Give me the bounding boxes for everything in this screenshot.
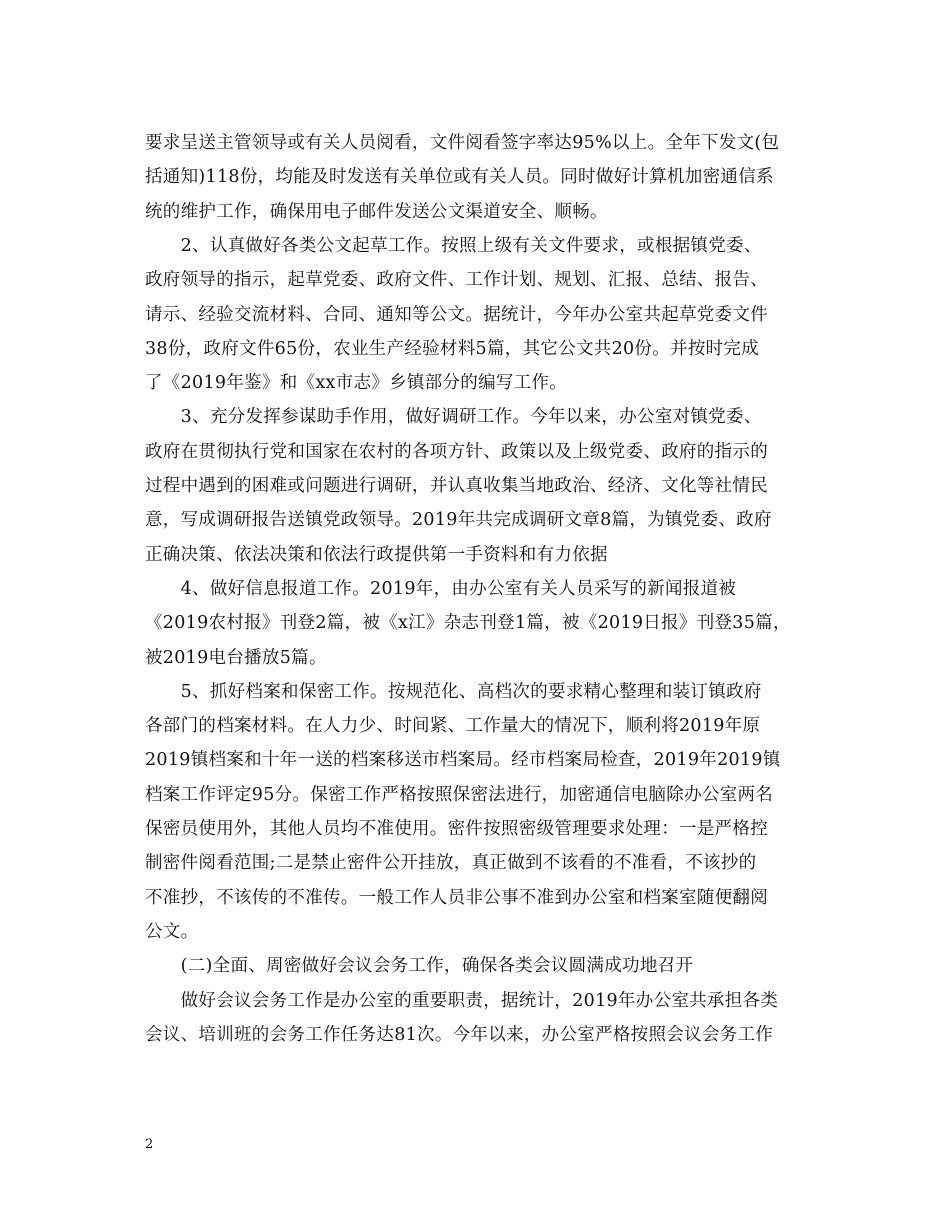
text-line: 2019镇档案和十年一送的档案移送市档案局。经市档案局检查，2019年2019镇 [145, 750, 781, 771]
text-line: 3、充分发挥参谋助手作用，做好调研工作。今年以来，办公室对镇党委、 [145, 407, 762, 428]
text-line: 过程中遇到的困难或问题进行调研，并认真收集当地政治、经济、文化等社情民 [145, 476, 768, 496]
text-line: 被2019电台播放5篇。 [145, 647, 327, 668]
text-line: 请示、经验交流材料、合同、通知等公文。据统计，今年办公室共起草党委文件 [145, 304, 768, 325]
text-line: 政府领导的指示，起草党委、政府文件、工作计划、规划、汇报、总结、报告、 [145, 270, 768, 291]
text-line: 意，写成调研报告送镇党政领导。2019年共完成调研文章8篇，为镇党委、政府 [145, 510, 772, 531]
text-line: 了《2019年鉴》和《xx市志》乡镇部分的编写工作。 [145, 373, 568, 394]
text-line: 4、做好信息报道工作。2019年，由办公室有关人员采写的新闻报道被 [145, 578, 737, 599]
text-line: 2、认真做好各类公文起草工作。按照上级有关文件要求，或根据镇党委、 [145, 235, 762, 256]
text-line: 统的维护工作，确保用电子邮件发送公文渠道安全、顺畅。 [145, 201, 608, 222]
page-number: 2 [145, 1137, 154, 1152]
text-line: 《2019农村报》刊登2篇，被《x江》杂志刊登1篇，被《2019日报》刊登35篇， [145, 613, 791, 634]
text-line: 保密员使用外，其他人员均不准使用。密件按照密级管理要求处理：一是严格控 [145, 819, 768, 839]
text-line: 5、抓好档案和保密工作。按规范化、高档次的要求精心整理和装订镇政府 [145, 681, 762, 702]
text-line: 各部门的档案材料。在人力少、时间紧、工作量大的情况下，顺利将2019年原 [145, 716, 761, 737]
text-line: 公文。 [145, 921, 199, 942]
text-line: 做好会议会务工作是办公室的重要职责，据统计，2019年办公室共承担各类 [145, 990, 779, 1011]
text-line: 制密件阅看范围;二是禁止密件公开挂放，真正做到不该看的不准看，不该抄的 [145, 853, 757, 874]
text-line: 38份，政府文件65份，农业生产经验材料5篇，其它公文共20份。并按时完成 [145, 338, 760, 359]
text-line: (二)全面、周密做好会议会务工作，确保各类会议圆满成功地召开 [145, 956, 694, 977]
text-line: 不准抄，不该传的不准传。一般工作人员非公事不准到办公室和档案室随便翻阅 [145, 887, 768, 908]
text-line: 政府在贯彻执行党和国家在农村的各项方针、政策以及上级党委、政府的指示的 [145, 441, 768, 462]
text-line: 档案工作评定95分。保密工作严格按照保密法进行，加密通信电脑除办公室两名 [145, 784, 774, 805]
text-line: 正确决策、依法决策和依法行政提供第一手资料和有力依据 [145, 544, 608, 565]
text-line: 要求呈送主管领导或有关人员阅看，文件阅看签字率达95%以上。全年下发文(包 [145, 133, 780, 153]
text-line: 括通知)118份，均能及时发送有关单位或有关人员。同时做好计算机加密通信系 [145, 167, 774, 188]
text-line: 会议、培训班的会务工作任务达81次。今年以来，办公室严格按照会议会务工作 [145, 1024, 774, 1045]
